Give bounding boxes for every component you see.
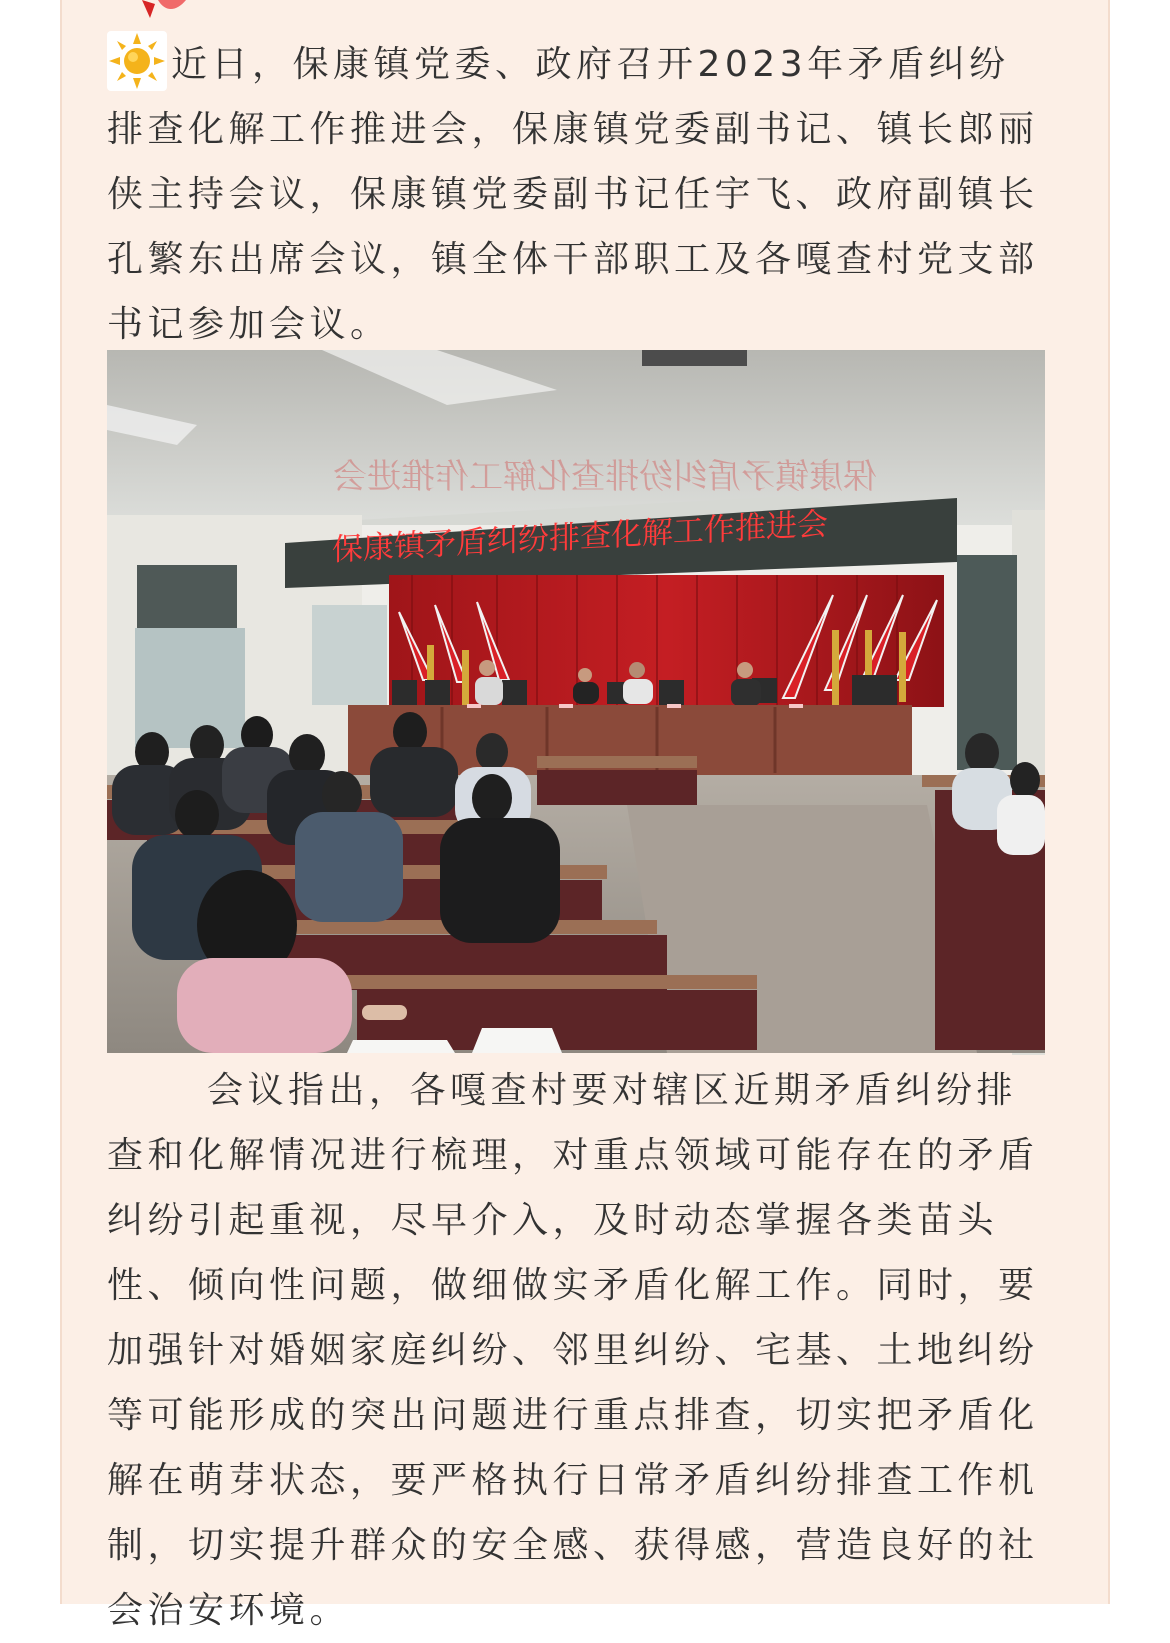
article-card (60, 0, 1110, 1631)
meeting-photo (107, 350, 1045, 1053)
svg-text:保康镇矛盾纠纷排查化解工作推进会: 保康镇矛盾纠纷排查化解工作推进会 (333, 457, 877, 497)
body-paragraph: 会议指出，各嘎查村要对辖区近期矛盾纠纷排查和化解情况进行梳理，对重点领域可能存在的矛盾纠纷引起重视，尽早介入，及时动态掌握各类苗头性、倾向性问题，做细做实矛盾化解工作。同时，要加强针对婚姻家庭纠纷、邻里纠纷、宅基、土地纠纷等可能形成的突出问题进行重点排查，切实把矛盾化解在萌芽状态，要严格执行日常矛盾纠纷排查工作机制，切实提升群众的安全感、获得感，营造良好的社会治安环境。 (107, 1070, 1039, 1631)
led-reflection (333, 457, 877, 497)
intro-text: 近日，保康镇党委、政府召开2023年矛盾纠纷排查化解工作推进会，保康镇党委副书记、镇长郎丽侠主持会议，保康镇党委副书记任宇飞、政府副镇长孔繁东出席会议，镇全体干部职工及各嘎查村党支部书记参加会议。 (107, 44, 1039, 345)
led-banner-text: 保康镇矛盾纠纷排查化解工作推进会 (332, 506, 828, 569)
red-ribbon-decoration-icon (102, 0, 192, 22)
intro-paragraph (107, 32, 1049, 357)
meeting-photo-illustration (107, 350, 1045, 1053)
sun-emoji-icon (107, 31, 167, 91)
